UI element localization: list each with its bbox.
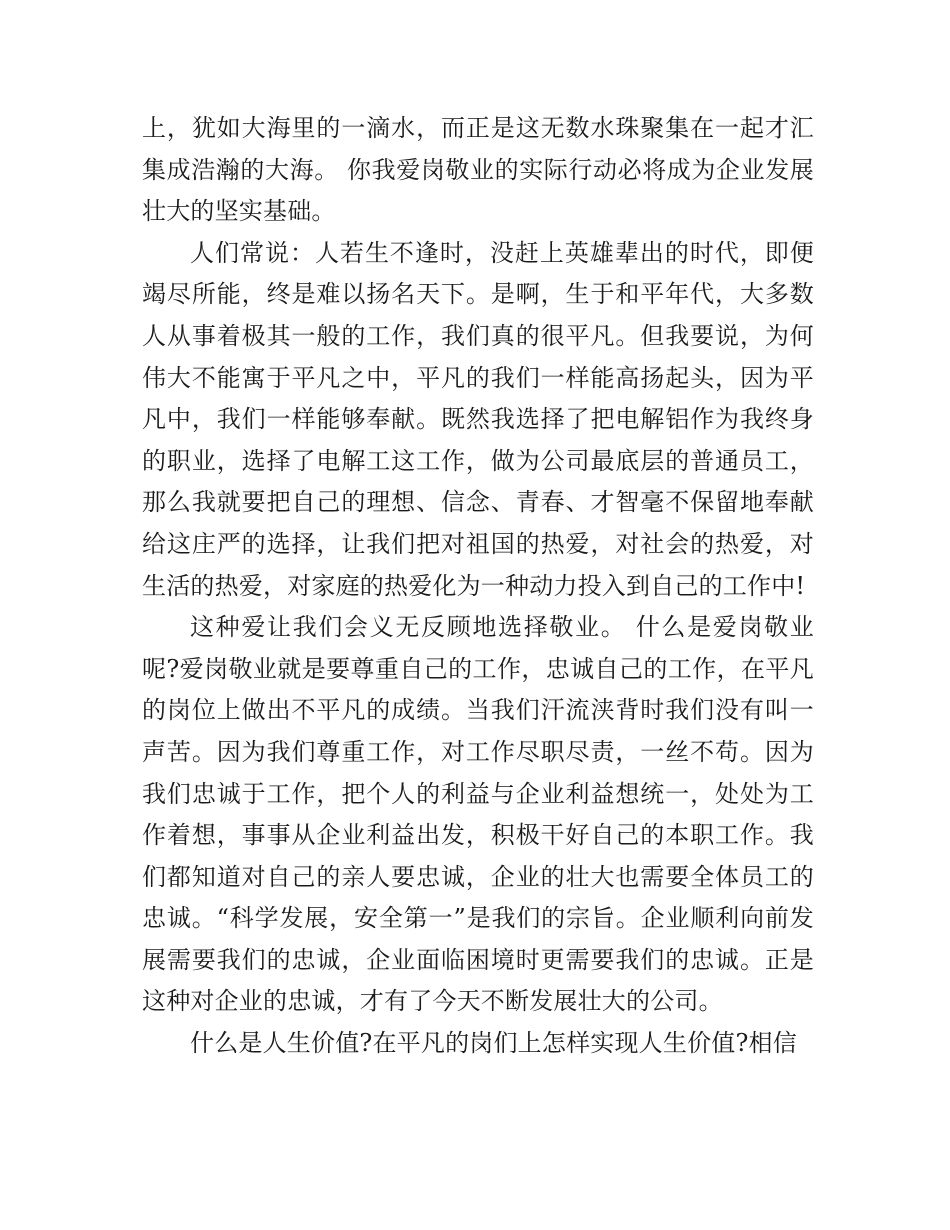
- paragraph-continuation: 上，犹如大海里的一滴水，而正是这无数水珠聚集在一起才汇集成浩瀚的大海。 你我爱岗敬业的实际行动必将成为企业发展壮大的坚实基础。: [142, 114, 814, 226]
- paragraph-life-value: 什么是人生价值?在平凡的岗们上怎样实现人生价值?相信: [190, 1029, 797, 1058]
- paragraph-ordinary-dedication: 人们常说：人若生不逢时，没赶上英雄辈出的时代，即便竭尽所能，终是难以扬名天下。是啊，生于和平年代，大多数人从事着极其一般的工作，我们真的很平凡。但我要说，为何伟大不能寓于平凡之中，平凡的我们一样能高扬起头，因为平凡中，我们一样能够奉献。既然我选择了把电解铝作为我终身的职业，选择了电解工这工作，做为公司最底层的普通员工，那么我就要把自己的理想、信念、青春、才智毫不保留地奉献给这庄严的选择，让我们把对祖国的热爱，对社会的热爱，对生活的热爱，对家庭的热爱化为一种动力投入到自己的工作中!: [142, 238, 814, 600]
- document-page: [142, 108, 814, 1065]
- paragraph-dedication-loyalty: 这种爱让我们会义无反顾地选择敬业。 什么是爱岗敬业呢?爱岗敬业就是要尊重自己的工作，忠诚自己的工作，在平凡的岗位上做出不平凡的成绩。当我们汗流浃背时我们没有叫一声苦。因为我们尊重工作，对工作尽职尽责，一丝不苟。因为我们忠诚于工作，把个人的利益与企业利益想统一，处处为工作着想，事事从企业利益出发，积极干好自己的本职工作。我们都知道对自己的亲人要忠诚，企业的壮大也需要全体员工的忠诚。“科学发展，安全第一”是我们的宗旨。企业顺利向前发展需要我们的忠诚，企业面临困境时更需要我们的忠诚。正是这种对企业的忠诚，才有了今天不断发展壮大的公司。: [142, 613, 814, 1016]
